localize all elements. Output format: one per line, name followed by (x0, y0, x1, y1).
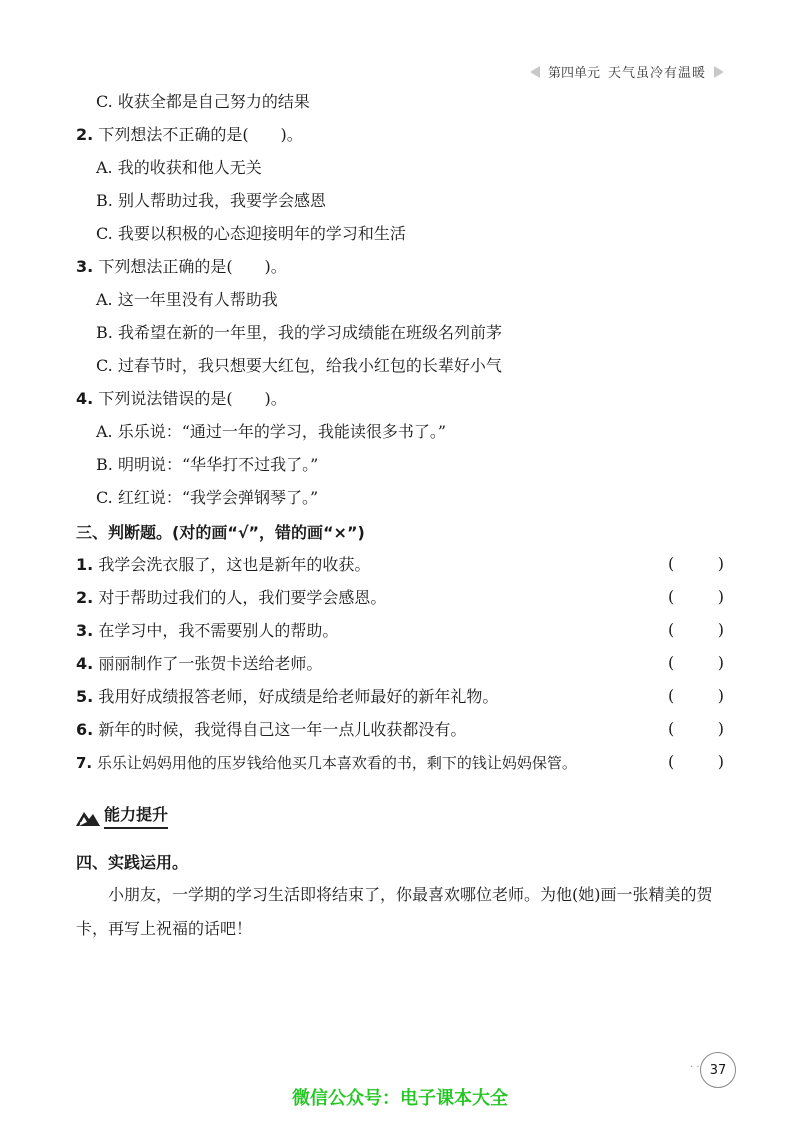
item-number: 3. (76, 621, 94, 640)
option-label: A. (96, 290, 113, 309)
option-label: B. (96, 323, 113, 342)
q2-option-c (96, 223, 406, 245)
answer-blank-3[interactable] (668, 620, 724, 639)
q4-option-c (96, 487, 318, 509)
item-text: 乐乐让妈妈用他的压岁钱给他买几本喜欢看的书，剩下的钱让妈妈保管。 (96, 754, 577, 772)
ability-title: 能力提升 (104, 802, 168, 829)
paren-open: ( (668, 686, 675, 705)
option-text: 过春节时，我只想要大红包，给我小红包的长辈好小气 (117, 356, 502, 375)
paren-close: ) (717, 653, 724, 672)
paren-open: ( (668, 719, 675, 738)
option-text: 别人帮助过我，我要学会感恩 (117, 191, 326, 210)
option-label: C. (96, 224, 113, 243)
page-dots-decoration: · · (690, 1062, 700, 1073)
unit-label: 第四单元 (547, 66, 600, 81)
q2-option-a (96, 157, 262, 179)
answer-blank-7[interactable] (668, 752, 724, 771)
paren-close: ) (717, 686, 724, 705)
judge-item-2 (76, 587, 386, 609)
option-label: B. (96, 191, 113, 210)
footer-watermark: 微信公众号：电子课本大全 (292, 1088, 508, 1109)
q2-option-b (96, 190, 326, 212)
running-header (530, 62, 724, 81)
page-number: 37 (700, 1052, 736, 1088)
option-label: A. (96, 158, 113, 177)
paren-open: ( (668, 554, 675, 573)
question-number: 3. (76, 257, 94, 276)
item-number: 5. (76, 687, 94, 706)
q3-option-b (96, 322, 502, 344)
item-text: 在学习中，我不需要别人的帮助。 (98, 621, 339, 640)
q4-option-b (96, 454, 318, 476)
question-stem: 下列想法正确的是( )。 (98, 257, 287, 276)
question-2 (76, 124, 303, 146)
judge-item-1 (76, 554, 370, 576)
paren-close: ) (717, 620, 724, 639)
paren-open: ( (668, 620, 675, 639)
option-text: 我要以积极的心态迎接明年的学习和生活 (117, 224, 406, 243)
judge-item-3 (76, 620, 338, 642)
question-number: 4. (76, 389, 94, 408)
answer-blank-1[interactable] (668, 554, 724, 573)
triangle-left-icon (530, 66, 540, 78)
question-stem: 下列说法错误的是( )。 (98, 389, 287, 408)
option-label: C. (96, 356, 113, 375)
option-text: 红红说：“我学会弹钢琴了。” (117, 488, 319, 507)
option-text: 乐乐说：“通过一年的学习，我能读很多书了。” (117, 422, 447, 441)
question-4 (76, 388, 287, 410)
item-number: 7. (76, 754, 93, 772)
item-text: 我用好成绩报答老师，好成绩是给老师最好的新年礼物。 (98, 687, 499, 706)
item-number: 2. (76, 588, 94, 607)
q4-option-a (96, 421, 446, 443)
paren-open: ( (668, 587, 675, 606)
option-label: B. (96, 455, 113, 474)
q3-option-c (96, 355, 502, 377)
paren-close: ) (717, 554, 724, 573)
item-text: 新年的时候，我觉得自己这一年一点儿收获都没有。 (98, 720, 467, 739)
item-text: 我学会洗衣服了，这也是新年的收获。 (98, 555, 371, 574)
answer-blank-6[interactable] (668, 719, 724, 738)
item-number: 4. (76, 654, 94, 673)
q1-option-c (96, 91, 310, 113)
judge-item-7 (76, 752, 577, 774)
item-text: 对于帮助过我们的人，我们要学会感恩。 (98, 588, 387, 607)
judge-item-5 (76, 686, 498, 708)
answer-blank-5[interactable] (668, 686, 724, 705)
section-4-title: 四、实践运用。 (76, 853, 189, 872)
option-text: 我的收获和他人无关 (117, 158, 262, 177)
unit-title: 天气虽冷有温暖 (607, 66, 706, 81)
option-label: C. (96, 488, 113, 507)
section-3-title: 三、判断题。(对的画“√”，错的画“×”) (76, 523, 365, 542)
paren-open: ( (668, 752, 675, 771)
item-number: 6. (76, 720, 94, 739)
paren-close: ) (717, 587, 724, 606)
option-label: A. (96, 422, 113, 441)
paren-open: ( (668, 653, 675, 672)
paren-close: ) (717, 719, 724, 738)
triangle-right-icon (714, 66, 724, 78)
mountain-icon (76, 806, 100, 826)
option-text: 我希望在新的一年里，我的学习成绩能在班级名列前茅 (117, 323, 502, 342)
q3-option-a (96, 289, 278, 311)
answer-blank-2[interactable] (668, 587, 724, 606)
question-stem: 下列想法不正确的是( )。 (98, 125, 303, 144)
question-number: 2. (76, 125, 94, 144)
judge-item-4 (76, 653, 322, 675)
section-4-paragraph: 小朋友，一学期的学习生活即将结束了，你最喜欢哪位老师。为他(她)画一张精美的贺卡，再写上祝福的话吧！ (76, 885, 713, 938)
item-text: 丽丽制作了一张贺卡送给老师。 (98, 654, 323, 673)
option-text: 明明说：“华华打不过我了。” (117, 455, 319, 474)
option-label: C. (96, 92, 113, 111)
option-text: 这一年里没有人帮助我 (117, 290, 278, 309)
question-3 (76, 256, 287, 278)
paren-close: ) (717, 752, 724, 771)
item-number: 1. (76, 555, 94, 574)
judge-item-6 (76, 719, 466, 741)
answer-blank-4[interactable] (668, 653, 724, 672)
ability-heading (76, 802, 168, 829)
option-text: 收获全都是自己努力的结果 (117, 92, 310, 111)
